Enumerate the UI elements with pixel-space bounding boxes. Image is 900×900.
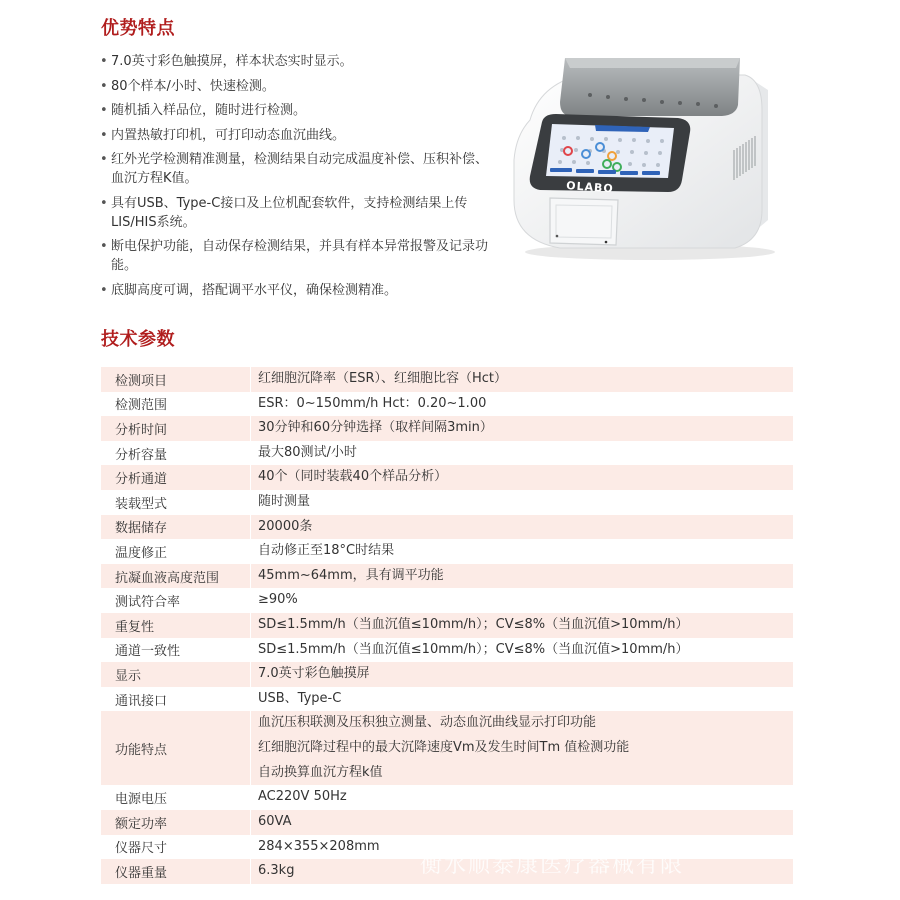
product-image <box>500 40 790 265</box>
table-row <box>101 785 793 810</box>
advantages-heading: 优势特点 <box>101 18 175 39</box>
svg-text:OLABO: OLABO <box>565 179 615 196</box>
table-row <box>101 588 793 613</box>
spec-value: 30分钟和60分钟选择（取样间隔3min） <box>258 420 493 436</box>
spec-label: 通讯接口 <box>101 687 251 712</box>
spec-value: SD≤1.5mm/h（当血沉值≤10mm/h）；CV≤8%（当血沉值>10mm/h） <box>258 641 689 657</box>
spec-value: 红细胞沉降过程中的最大沉降速度Vm及发生时间Tm 值检测功能 <box>258 740 630 756</box>
table-row <box>101 564 793 589</box>
spec-label: 数据储存 <box>101 515 251 540</box>
spec-value: 自动修正至18°C时结果 <box>258 543 395 559</box>
table-row <box>101 711 793 785</box>
feature-item: • 断电保护功能，自动保存检测结果，并具有样本异常报警及记录功能。 <box>99 237 489 275</box>
table-row <box>101 367 793 392</box>
spec-label: 功能特点 <box>101 711 251 785</box>
spec-label: 通道一致性 <box>101 638 251 663</box>
feature-item: • 内置热敏打印机，可打印动态血沉曲线。 <box>99 126 489 145</box>
spec-value: 自动换算血沉方程k值 <box>258 764 383 780</box>
feature-item: • 7.0英寸彩色触摸屏，样本状态实时显示。 <box>99 52 489 71</box>
spec-label: 仪器尺寸 <box>101 835 251 860</box>
table-row <box>101 687 793 712</box>
feature-item: • 随机插入样品位，随时进行检测。 <box>99 101 489 120</box>
esr-analyzer-illustration <box>500 40 790 265</box>
spec-table <box>101 367 793 884</box>
spec-value: 284×355×208mm <box>258 838 380 854</box>
table-row <box>101 441 793 466</box>
spec-label: 装载型式 <box>101 490 251 515</box>
spec-label: 额定功率 <box>101 810 251 835</box>
spec-label: 检测范围 <box>101 392 251 417</box>
table-row <box>101 662 793 687</box>
table-row <box>101 539 793 564</box>
feature-item: • 具有USB、Type-C接口及上位机配套软件，支持检测结果上传LIS/HIS系统。 <box>99 194 489 232</box>
spec-value: AC220V 50Hz <box>258 789 347 805</box>
spec-value: 45mm~64mm，具有调平功能 <box>258 567 444 583</box>
spec-value: 红细胞沉降率（ESR）、红细胞比容（Hct） <box>258 371 508 386</box>
spec-value: 40个（同时装载40个样品分析） <box>258 469 448 485</box>
spec-value: 最大80测试/小时 <box>258 444 357 460</box>
advantages-list <box>99 52 489 305</box>
spec-value: 60VA <box>258 813 292 829</box>
spec-label: 检测项目 <box>101 367 251 392</box>
table-row <box>101 638 793 663</box>
spec-value: 血沉压积联测及压积独立测量、动态血沉曲线显示打印功能 <box>258 715 597 731</box>
feature-item: • 底脚高度可调，搭配调平水平仪，确保检测精准。 <box>99 281 489 300</box>
table-row <box>101 613 793 638</box>
spec-label: 分析时间 <box>101 416 251 441</box>
spec-label: 分析通道 <box>101 465 251 490</box>
table-row <box>101 515 793 540</box>
table-row <box>101 490 793 515</box>
spec-label: 温度修正 <box>101 539 251 564</box>
table-row <box>101 392 793 417</box>
spec-value: 20000条 <box>258 518 313 534</box>
spec-label: 抗凝血液高度范围 <box>101 564 251 589</box>
spec-value: SD≤1.5mm/h（当血沉值≤10mm/h）；CV≤8%（当血沉值>10mm/h） <box>258 616 689 632</box>
specs-heading: 技术参数 <box>101 329 175 350</box>
spec-label: 测试符合率 <box>101 588 251 613</box>
spec-label: 分析容量 <box>101 441 251 466</box>
spec-label: 显示 <box>101 662 251 687</box>
spec-value: 6.3kg <box>258 863 295 879</box>
spec-label: 重复性 <box>101 613 251 638</box>
watermark-text: 衡水顺泰康医疗器械有限 <box>420 853 685 878</box>
spec-value: ≥90% <box>258 592 298 608</box>
table-row <box>101 810 793 835</box>
feature-item: • 80个样本/小时、快速检测。 <box>99 77 489 96</box>
spec-label: 电源电压 <box>101 785 251 810</box>
spec-value: 7.0英寸彩色触摸屏 <box>258 666 370 682</box>
feature-item: • 红外光学检测精准测量，检测结果自动完成温度补偿、压积补偿、血沉方程K值。 <box>99 150 489 188</box>
spec-value: ESR：0~150mm/h Hct：0.20~1.00 <box>258 395 487 411</box>
table-row <box>101 416 793 441</box>
spec-value: USB、Type-C <box>258 690 342 706</box>
spec-label: 仪器重量 <box>101 859 251 884</box>
table-row <box>101 465 793 490</box>
spec-value: 随时测量 <box>258 493 311 509</box>
